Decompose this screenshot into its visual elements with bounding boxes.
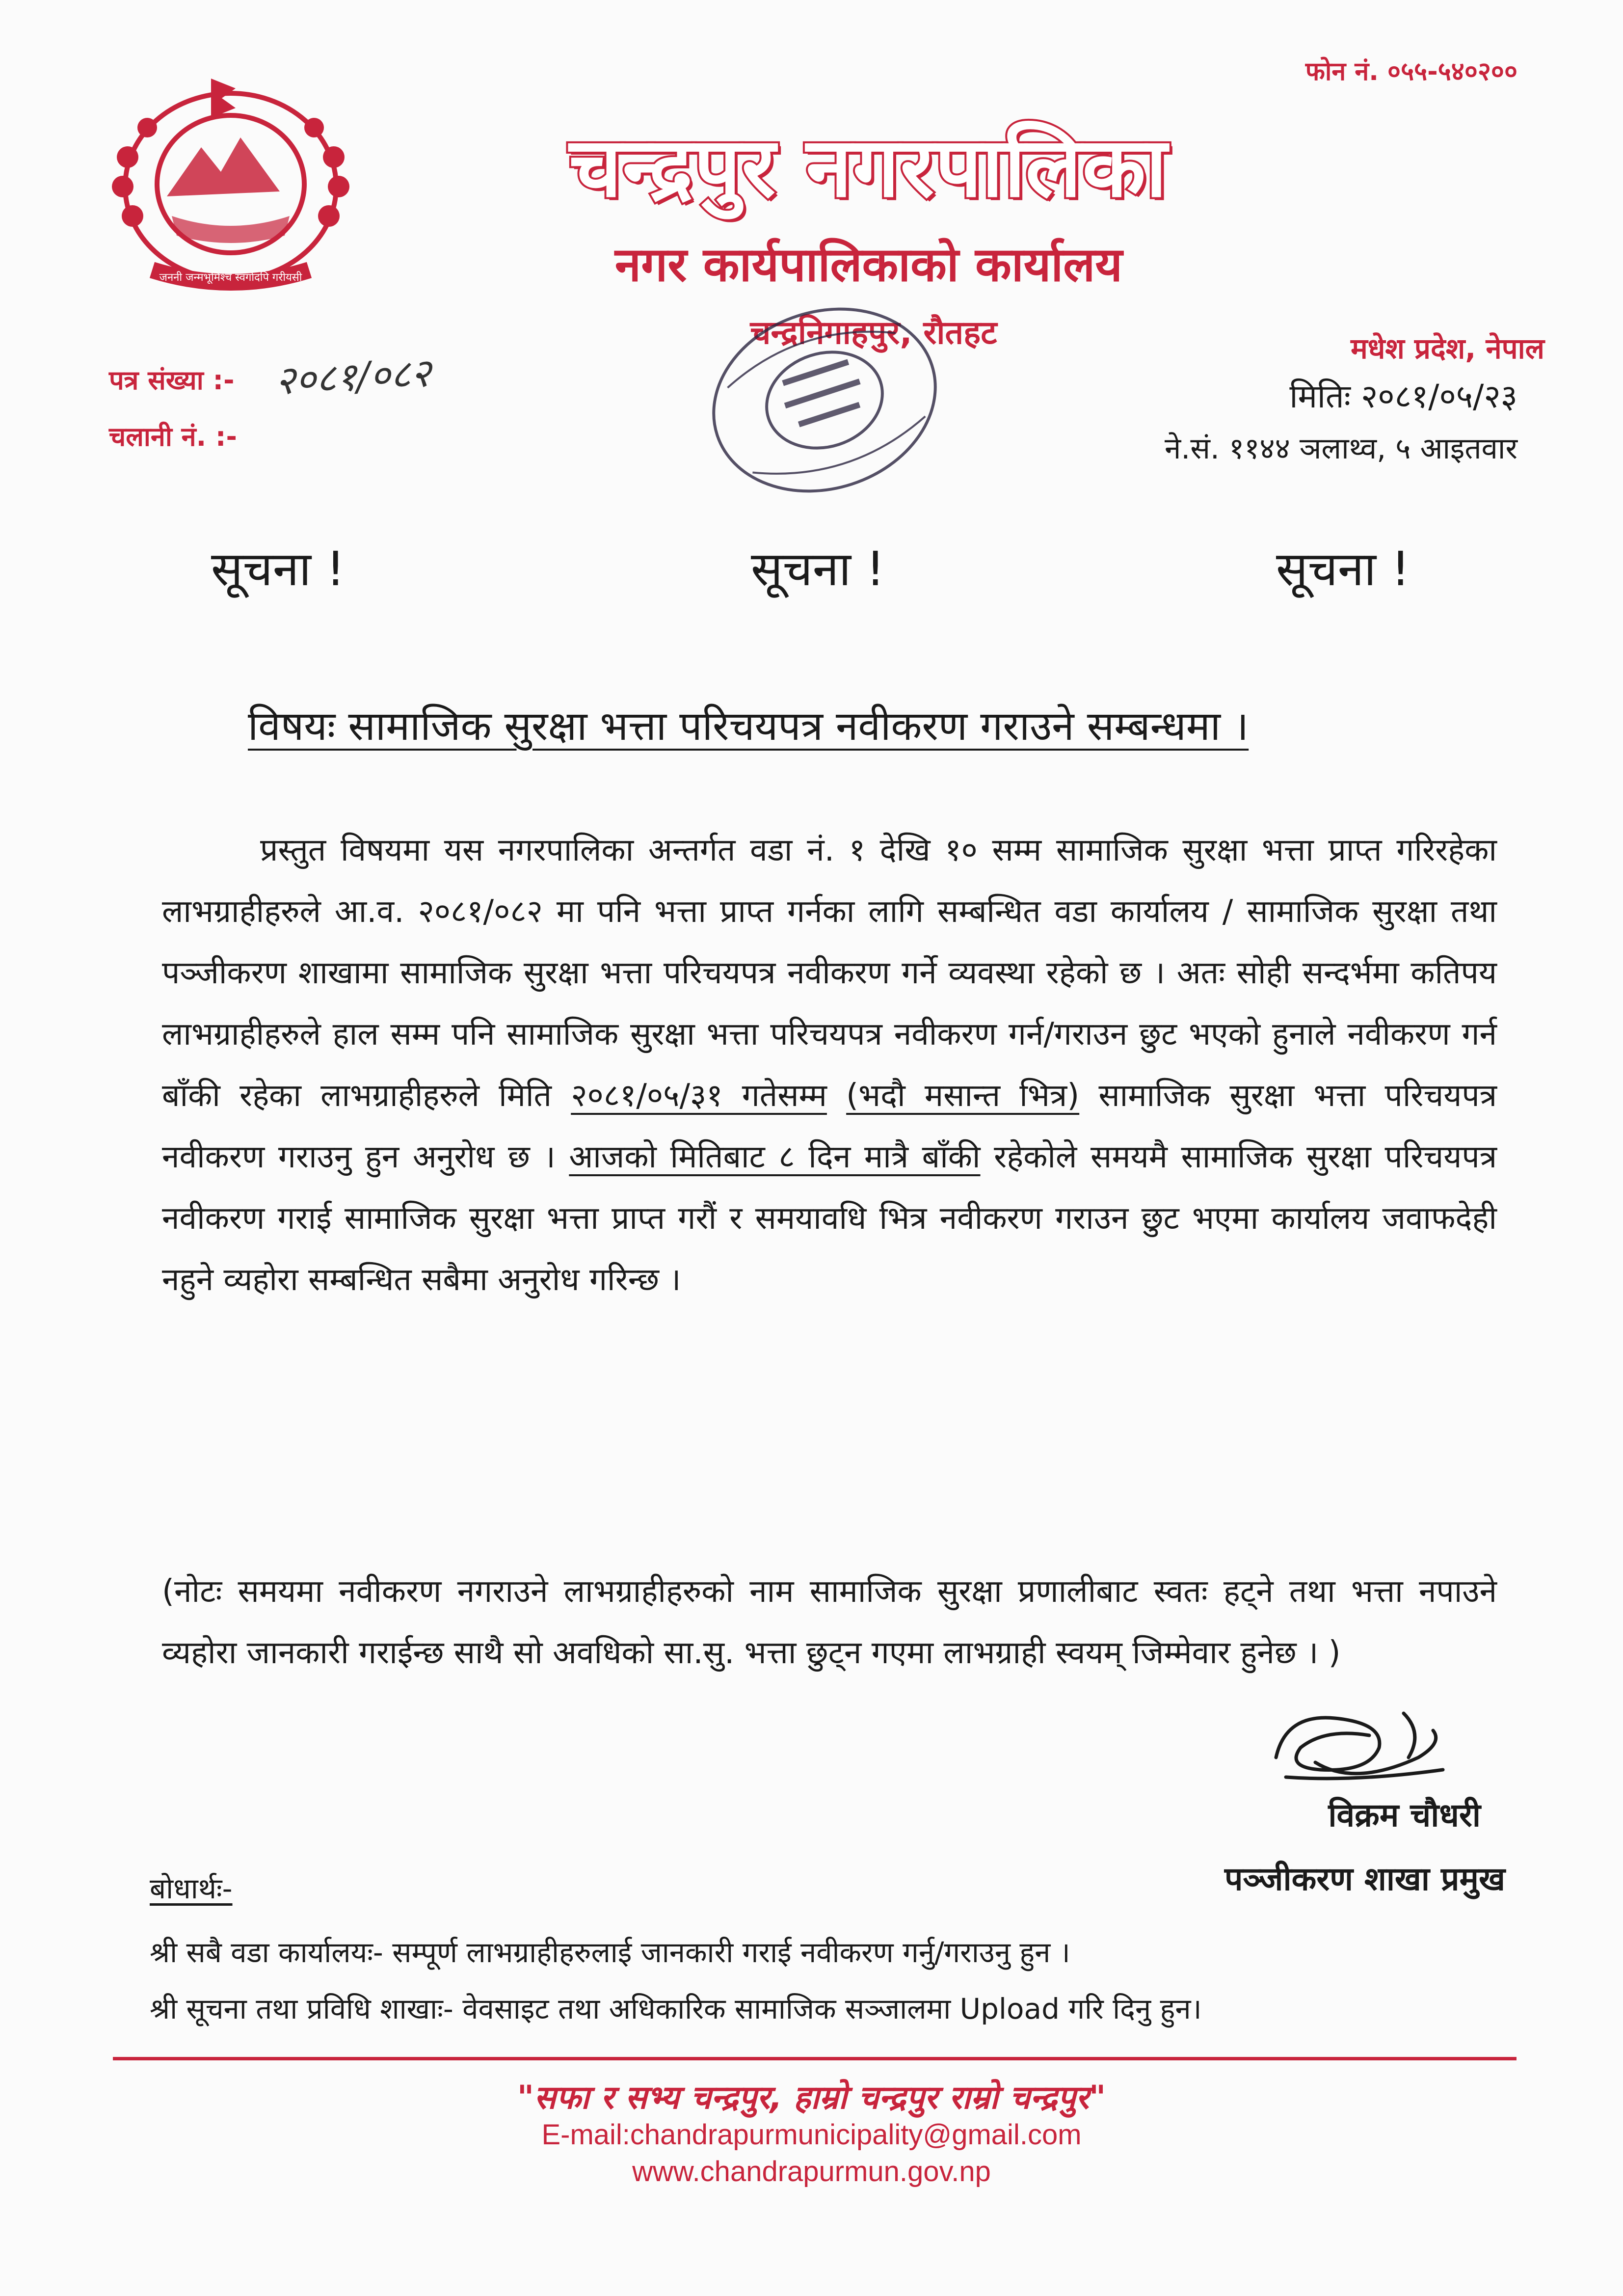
- office-address: चन्द्रनिगाहपुर, रौतहट: [750, 314, 997, 351]
- footer-email[interactable]: E-mail:chandrapurmunicipality@gmail.com: [541, 2119, 1082, 2151]
- date-label: मितिः २०८१/०५/२३: [1289, 378, 1517, 415]
- cc-item: श्री सबै वडा कार्यालयः- सम्पूर्ण लाभग्राहीहरुलाई जानकारी गराई नवीकरण गर्नु/गराउनु हुन ।: [150, 1936, 1070, 1969]
- office-title: नगर कार्यपालिकाको कार्यालय: [614, 237, 1123, 292]
- body-text-2: सामाजिक सुरक्षा भत्ता परिचयपत्र नवीकरण गराउनु हुन अनुरोध छ ।: [162, 1078, 1497, 1175]
- deadline-note: (भदौ मसान्त भित्र): [846, 1078, 1080, 1114]
- footer-slogan: "सफा र सभ्य चन्द्रपुर, हाम्रो चन्द्रपुर राम्रो चन्द्रपुर": [517, 2079, 1106, 2116]
- phone-number: फोन नं. ०५५-५४०२००: [1305, 57, 1517, 86]
- signature: [1256, 1684, 1463, 1802]
- province-label: मधेश प्रदेश, नेपाल: [1351, 332, 1544, 365]
- body-text-3: रहेकोले समयमै सामाजिक सुरक्षा परिचयपत्र नवीकरण गराई सामाजिक सुरक्षा भत्ता प्राप्त गरौं र समयावधि भित्र नवीकरण गराउन छुट भएमा कार्यालय जवाफदेही नहुने व्यहोरा सम्बन्धित सबैमा अनुरोध गरिन्छ ।: [162, 1139, 1497, 1298]
- notice-heading-1: सूचना !: [211, 541, 345, 596]
- footer-website[interactable]: www.chandrapurmun.gov.np: [632, 2156, 991, 2188]
- body-paragraph: [162, 820, 1497, 1311]
- municipality-title: चन्द्रपुर नगरपालिका: [569, 119, 1168, 216]
- footer-divider: [113, 2057, 1517, 2060]
- patra-sankhya-value: २०८१/०८२: [273, 350, 432, 404]
- notice-heading-2: सूचना !: [751, 541, 885, 596]
- signer-title: पञ्जीकरण शाखा प्रमुख: [1224, 1860, 1505, 1898]
- nepal-sambat-date: ने.सं. ११४४ ञलाथ्व, ५ आइतवार: [1164, 432, 1517, 466]
- nepal-emblem-logo: [93, 59, 368, 304]
- office-stamp: [687, 285, 962, 515]
- notice-heading-3: सूचना !: [1276, 541, 1410, 596]
- signer-name: विक्रम चौधरी: [1328, 1796, 1481, 1834]
- emblem-motto: जननी जन्मभूमिश्च स्वर्गादपि गरीयसी: [159, 271, 302, 284]
- subject-line: विषयः सामाजिक सुरक्षा भत्ता परिचयपत्र नवीकरण गराउने सम्बन्धमा ।: [248, 703, 1249, 750]
- chalani-label: चलानी नं. :-: [109, 421, 237, 452]
- note-paragraph: (नोटः समयमा नवीकरण नगराउने लाभग्राहीहरुको नाम सामाजिक सुरक्षा प्रणालीबाट स्वतः हट्ने तथा भत्ता नपाउने व्यहोरा जानकारी गराईन्छ साथै सो अवधिको सा.सु. भत्ता छुट्न गएमा लाभग्राही स्वयम् जिम्मेवार हुनेछ । ): [162, 1573, 1497, 1671]
- patra-sankhya-label: पत्र संख्या :-: [109, 365, 235, 396]
- cc-item: श्री सूचना तथा प्रविधि शाखाः- वेवसाइट तथा अधिकारिक सामाजिक सञ्जालमा Upload गरि दिनु हुन।: [150, 1992, 1202, 2026]
- remaining-days: आजको मितिबाट ८ दिन मात्रै बाँकी: [569, 1139, 981, 1175]
- bodhartha-label: बोधार्थः-: [150, 1872, 233, 1905]
- body-text-1: प्रस्तुत विषयमा यस नगरपालिका अन्तर्गत वडा नं. १ देखि १० सम्म सामाजिक सुरक्षा भत्ता प्राप्त गरिरहेका लाभग्राहीहरुले आ.व. २०८१/०८२ मा पनि भत्ता प्राप्त गर्नका लागि सम्बन्धित वडा कार्यालय / सामाजिक सुरक्षा तथा पञ्जीकरण शाखामा सामाजिक सुरक्षा भत्ता परिचयपत्र नवीकरण गर्ने व्यवस्था रहेको छ । अतः सोही सन्दर्भमा कतिपय लाभग्राहीहरुले हाल सम्म पनि सामाजिक सुरक्षा भत्ता परिचयपत्र नवीकरण गर्न/गराउन छुट भएको हुनाले नवीकरण गर्न बाँकी रहेका लाभग्राहीहरुले मिति: [162, 832, 1497, 1114]
- deadline-date: २०८१/०५/३१ गतेसम्म: [571, 1078, 827, 1114]
